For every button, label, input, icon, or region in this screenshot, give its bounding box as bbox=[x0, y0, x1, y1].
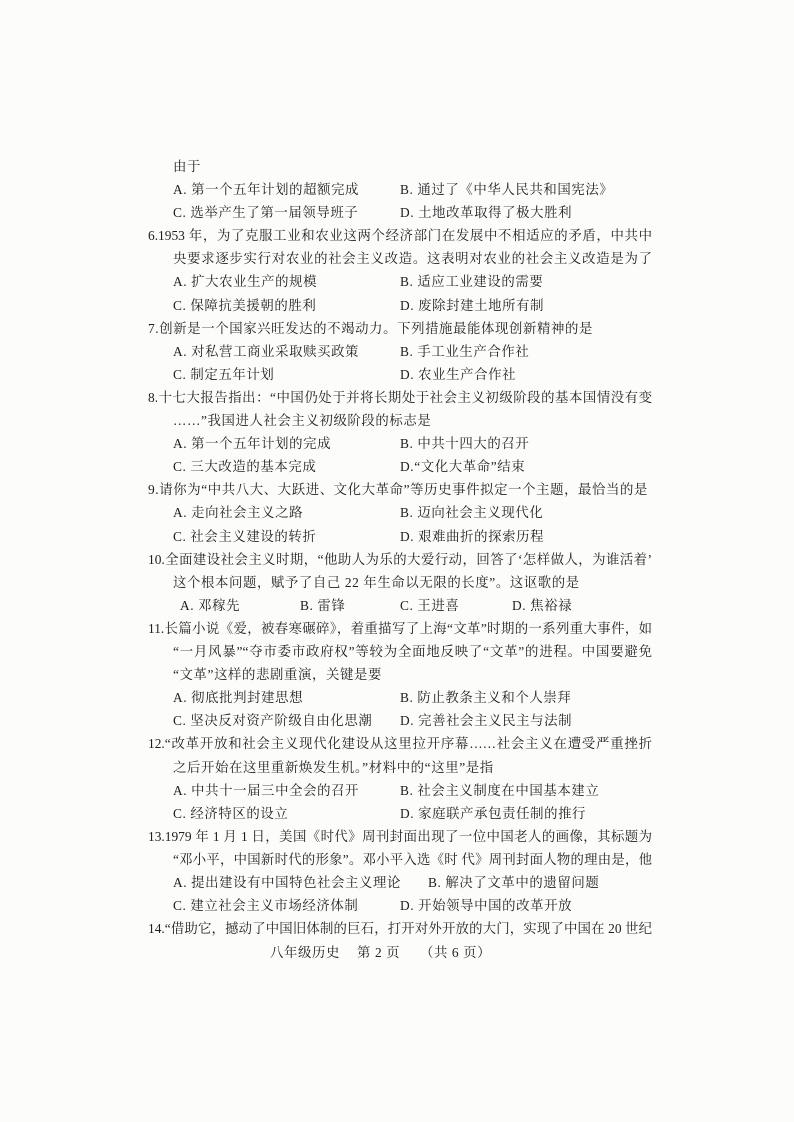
question-6-stem-line-2: 央要求逐步实行对农业的社会主义改造。这表明对农业的社会主义改造是为了 bbox=[173, 251, 652, 266]
question-stem-text: 请你为“中共八大、大跃进、文化大革命”等历史事件拟定一个主题，最恰当的是 bbox=[159, 482, 649, 497]
question-number: 10. bbox=[148, 552, 165, 567]
question-number: 9. bbox=[148, 482, 160, 497]
question-stem-text: 1979 年 1 月 1 日，美国《时代》周刊封面出现了一位中国老人的画像，其标题为 bbox=[164, 829, 652, 844]
option-b: B. 适应工业建设的需要 bbox=[400, 274, 544, 289]
question-10-stem-line-1 bbox=[148, 548, 652, 571]
question-11-stem-line-3: “文革”这样的悲剧重演，关键是要 bbox=[173, 667, 382, 682]
option-b: B. 社会主义制度在中国基本建立 bbox=[400, 783, 600, 798]
question-12-stem-line-1 bbox=[148, 732, 652, 755]
option-c: C. 三大改造的基本完成 bbox=[173, 459, 317, 474]
question-stem-text: “借助它，撼动了中国旧体制的巨石，打开对外开放的大门，实现了中国在 20 世纪 bbox=[164, 921, 652, 936]
question-number: 13. bbox=[148, 829, 165, 844]
option-b: B. 雷锋 bbox=[300, 598, 346, 613]
question-stem-text: 创新是一个国家兴旺发达的不竭动力。下列措施最能体现创新精神的是 bbox=[159, 321, 593, 336]
option-c: C. 经济特区的设立 bbox=[173, 806, 289, 821]
option-a: A. 第一个五年计划的超额完成 bbox=[173, 182, 360, 197]
option-d: D. 开始领导中国的改革开放 bbox=[400, 898, 573, 913]
question-7-options-row-1 bbox=[0, 340, 794, 363]
option-c: C. 选举产生了第一届领导班子 bbox=[173, 205, 359, 220]
question-13-stem-line-1 bbox=[148, 825, 652, 848]
option-c: C. 保障抗美援朝的胜利 bbox=[173, 298, 317, 313]
question-8-options-row-2 bbox=[0, 455, 794, 478]
option-c: C. 制定五年计划 bbox=[173, 367, 275, 382]
option-c: C. 建立社会主义市场经济体制 bbox=[173, 898, 359, 913]
option-d: D. 完善社会主义民主与法制 bbox=[400, 713, 573, 728]
question-7-stem-line-1 bbox=[148, 317, 593, 340]
option-a: A. 扩大农业生产的规模 bbox=[173, 274, 318, 289]
question-stem-text: 1953 年，为了克服工业和农业这两个经济部门在发展中不相适应的矛盾，中共中 bbox=[158, 228, 652, 243]
question-number: 14. bbox=[148, 921, 165, 936]
question-stem-text: 全面建设社会主义时期，“他助人为乐的大爱行动，回答了‘怎样做人，为谁活着’ bbox=[164, 552, 652, 567]
question-8-options-row-1 bbox=[0, 432, 794, 455]
question-7-options-row-2 bbox=[0, 363, 794, 386]
question-12-options-row-1 bbox=[0, 779, 794, 802]
question-10-options-row bbox=[0, 594, 794, 617]
question-5-options-row-1 bbox=[0, 178, 794, 201]
option-a: A. 对私营工商业采取赎买政策 bbox=[173, 344, 360, 359]
option-d: D. 家庭联产承包责任制的推行 bbox=[400, 806, 587, 821]
option-d: D. 焦裕禄 bbox=[512, 598, 573, 613]
footer-subject: 八年级历史 bbox=[270, 945, 340, 960]
question-6-options-row-1 bbox=[0, 270, 794, 293]
option-c: C. 社会主义建设的转折 bbox=[173, 529, 317, 544]
question-5-options-row-2 bbox=[0, 201, 794, 224]
option-b: B. 手工业生产合作社 bbox=[400, 344, 530, 359]
option-d: D. 废除封建土地所有制 bbox=[400, 298, 545, 313]
question-12-options-row-2 bbox=[0, 802, 794, 825]
option-a: A. 第一个五年计划的完成 bbox=[173, 436, 332, 451]
question-11-options-row-1 bbox=[0, 686, 794, 709]
question-8-stem-line-2: ……”我国进人社会主义初级阶段的标志是 bbox=[173, 413, 432, 428]
question-number: 6. bbox=[148, 228, 159, 243]
option-d: D. 农业生产合作社 bbox=[400, 367, 517, 382]
option-a: A. 走向社会主义之路 bbox=[173, 505, 304, 520]
option-c: C. 坚决反对资产阶级自由化思潮 bbox=[173, 713, 373, 728]
option-a: A. 中共十一届三中全会的召开 bbox=[173, 783, 360, 798]
question-13-stem-line-2: “邓小平，中国新时代的形象”。邓小平入选《时 代》周刊封面人物的理由是，他 bbox=[173, 852, 652, 867]
option-a: A. 提出建设有中国特色社会主义理论 bbox=[173, 875, 402, 890]
page-footer bbox=[0, 941, 794, 964]
option-d: D.“文化大革命”结束 bbox=[400, 459, 526, 474]
question-number: 8. bbox=[148, 390, 159, 405]
footer-page-number: 第 2 页 bbox=[357, 945, 401, 960]
option-b: B. 中共十四大的召开 bbox=[400, 436, 530, 451]
question-6-options-row-2 bbox=[0, 294, 794, 317]
question-number: 11. bbox=[148, 621, 165, 636]
question-stem-text: 长篇小说《爱，被春寒碾碎》，着重描写了上海“文革”时期的一系列重大事件，如 bbox=[164, 621, 652, 636]
question-5-stem-tail: 由于 bbox=[173, 159, 201, 174]
question-8-stem-line-1 bbox=[148, 386, 652, 409]
question-11-options-row-2 bbox=[0, 709, 794, 732]
option-a: A. 邓稼先 bbox=[180, 598, 241, 613]
option-b: B. 防止教条主义和个人崇拜 bbox=[400, 690, 572, 705]
option-d: D. 艰难曲折的探索历程 bbox=[400, 529, 545, 544]
question-stem-text: “改革开放和社会主义现代化建设从这里拉开序幕……社会主义在遭受严重挫折 bbox=[164, 736, 652, 751]
option-a: A. 彻底批判封建思想 bbox=[173, 690, 304, 705]
option-c: C. 王进喜 bbox=[400, 598, 460, 613]
footer-total-pages: （共 6 页） bbox=[420, 945, 492, 960]
question-11-stem-line-2: “一月风暴”“夺市委市政府权”等较为全面地反映了“文革”的进程。中国要避免 bbox=[173, 644, 652, 659]
question-number: 7. bbox=[148, 321, 160, 336]
question-9-options-row-1 bbox=[0, 501, 794, 524]
option-b: B. 解决了文革中的遗留问题 bbox=[428, 875, 600, 890]
question-11-stem-line-1 bbox=[148, 617, 652, 640]
option-b: B. 通过了《中华人民共和国宪法》 bbox=[400, 182, 614, 197]
question-number: 12. bbox=[148, 736, 165, 751]
question-13-options-row-2 bbox=[0, 894, 794, 917]
option-d: D. 土地改革取得了极大胜利 bbox=[400, 205, 573, 220]
question-9-stem-line-1 bbox=[148, 478, 648, 501]
option-b: B. 迈向社会主义现代化 bbox=[400, 505, 544, 520]
question-12-stem-line-2: 之后开始在这里重新焕发生机。”材料中的“这里”是指 bbox=[173, 760, 494, 775]
question-13-options-row-1 bbox=[0, 871, 794, 894]
question-10-stem-line-2: 这个根本问题，赋予了自己 22 年生命以无限的长度”。这讴歌的是 bbox=[173, 575, 580, 590]
question-14-stem-line-1 bbox=[148, 917, 652, 940]
question-9-options-row-2 bbox=[0, 525, 794, 548]
question-stem-text: 十七大报告指出：“中国仍处于并将长期处于社会主义初级阶段的基本国情没有变 bbox=[158, 390, 652, 405]
question-6-stem-line-1 bbox=[148, 224, 652, 247]
